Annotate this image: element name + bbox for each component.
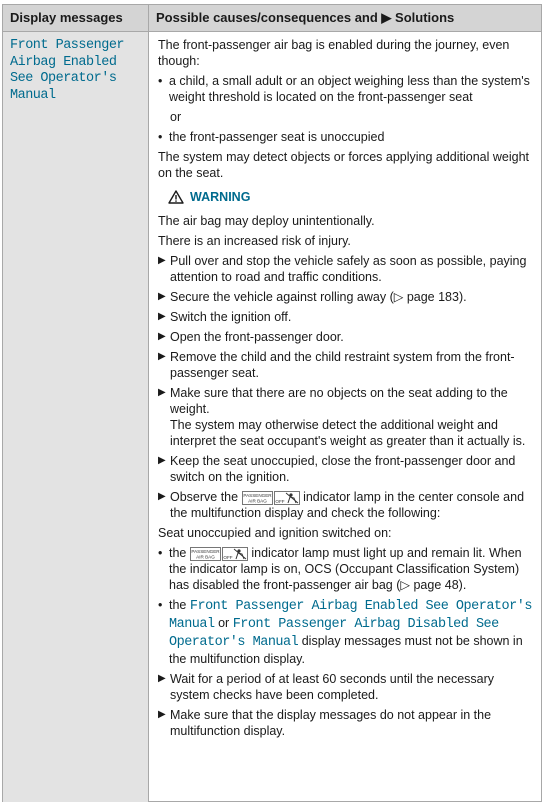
list-item: • the PASSENGER AIR BAG OFF indicator lamp must light up and remain lit. When the indicator lamp is on, OCS (Occupant Classification System) has disabled the front-passenger air bag (▷ page 48). [158,546,522,592]
table-header [3,5,541,32]
detect-text: The system may detect objects or forces applying additional weight on the seat. [158,150,530,180]
list-item: ▶ Secure the vehicle against rolling away (▷ page 183). [158,290,467,304]
bullet-dot: • [158,546,163,560]
list-item: ▶ Open the front-passenger door. [158,330,344,344]
list-item: • the front-passenger seat is unoccupied [158,130,385,144]
warning-line-1: The air bag may deploy unintentionally. [158,214,375,228]
display-message-ref: Front Passenger Airbag Disabled See Operator's Manual [169,617,499,650]
bullet-dot: • [158,130,163,144]
svg-text:OFF: OFF [223,554,233,560]
svg-text:AIR BAG: AIR BAG [247,498,267,504]
list-item: ▶ Observe the PASSENGER AIR BAG OFF indicator lamp in the center console and the multifunction display and check the following: [158,490,525,520]
step-arrow: ▶ [158,351,166,362]
list-item: • a child, a small adult or an object weighing less than the system's weight threshold is located on the front-passenger seat [158,74,530,104]
bullet-dot: • [158,598,163,612]
header-display-messages: Display messages [3,5,149,31]
list-item: ▶ Switch the ignition off. [158,310,292,324]
warning-heading [168,189,535,205]
step-arrow: ▶ [158,455,166,466]
warning-line-2: There is an increased risk of injury. [158,234,351,248]
step-arrow: ▶ [158,709,166,720]
warning-triangle-icon [168,190,184,204]
step-arrow: ▶ [158,331,166,342]
airbag-off-indicator-icon [190,547,248,561]
display-messages-table [2,4,542,802]
list-item [158,385,535,449]
list-item: • the Front Passenger Airbag Enabled See Operator's Manual or Front Passenger Airbag Disabled See Operator's Manual display messages must not be shown in the multifunction display. [158,598,532,666]
or-text: or [170,110,182,124]
step-arrow: ▶ [158,673,166,684]
table-row [3,32,541,802]
step-arrow: ▶ [158,311,166,322]
step-subtext: The system may otherwise detect the additional weight and interpret the seat occupant's weight as greater than it actually is. [170,418,526,448]
intro-text: The front-passenger air bag is enabled during the journey, even though: [158,38,510,68]
solution-cell [149,32,541,802]
display-message-text: Front Passenger Airbag Enabled See Operator's Manual [10,38,125,103]
svg-text:AIR BAG: AIR BAG [196,554,215,560]
list-item: ▶ Make sure that the display messages do not appear in the multifunction display. [158,708,492,738]
svg-text:PASSENGER: PASSENGER [242,492,272,498]
bullet-dot: • [158,74,163,88]
step-arrow: ▶ [158,291,166,302]
list-item: ▶ Pull over and stop the vehicle safely as soon as possible, paying attention to road and traffic conditions. [158,254,527,284]
step-arrow: ▶ [158,387,166,398]
airbag-off-indicator-icon [242,491,300,505]
list-item: ▶ Remove the child and the child restraint system from the front-passenger seat. [158,350,515,380]
header-causes-solutions: Possible causes/consequences and ▶ Solutions [156,10,455,25]
step-arrow: ▶ [158,491,166,502]
svg-text:PASSENGER: PASSENGER [191,548,220,554]
step-arrow: ▶ [158,255,166,266]
message-cell [3,32,149,802]
display-message-ref: Front Passenger Airbag Enabled See Operator's Manual [169,599,532,632]
step-text: Make sure that there are no objects on the seat adding to the weight. [170,386,508,416]
list-item: ▶ Keep the seat unoccupied, close the front-passenger door and switch on the ignition. [158,454,516,484]
svg-text:OFF: OFF [274,498,285,504]
list-item: ▶ Wait for a period of at least 60 seconds until the necessary system checks have been completed. [158,672,495,702]
seat-condition-text: Seat unoccupied and ignition switched on: [158,526,392,540]
warning-label: WARNING [190,190,251,204]
